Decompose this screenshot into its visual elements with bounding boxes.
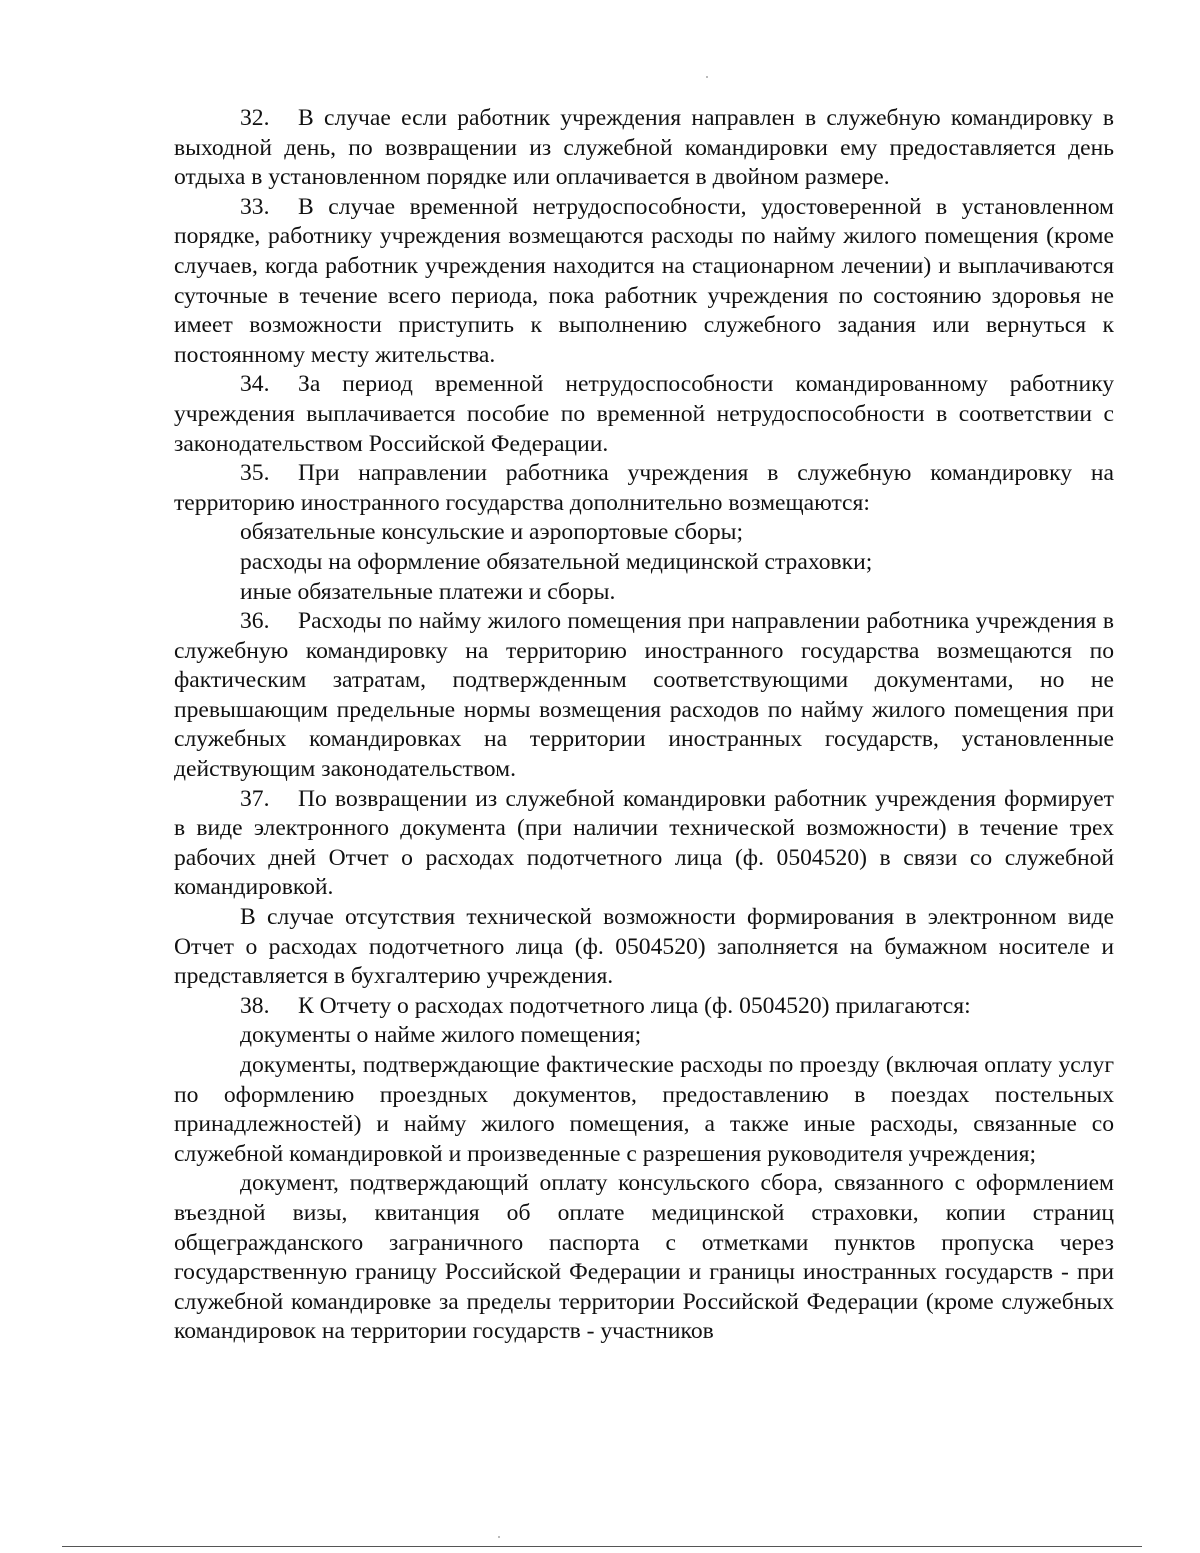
scan-speck-bottom (498, 1536, 500, 1538)
paragraph-number: 32. (240, 105, 270, 131)
list-item-expense-documents (174, 1051, 1114, 1169)
paragraph-number: 36. (240, 608, 270, 635)
paragraph-text: Расходы по найму жилого помещения при направлении работника учреждения в служебную командировку на территорию иностранного государства возмещаются по фактическим затратам, подтвержденным соответствующими документами, но не превышающим предельные нормы возмещения расходов по найму жилого помещения при служебных командировках на территории иностранных государств, установленные действующим законодательством. (174, 608, 1114, 783)
list-item-text: документы о найме жилого помещения; (240, 1022, 642, 1049)
paragraph-text: К Отчету о расходах подотчетного лица (ф. 0504520) прилагаются: (298, 992, 971, 1019)
page-bottom-edge (62, 1546, 1142, 1547)
list-item-medical-insurance (174, 548, 1114, 578)
paragraph-text: По возвращении из служебной командировки работник учреждения формирует в виде электронного документа (при наличии технической возможности) в течение трех рабочих дней Отчет о расходах подотчетного лица (ф. 0504520) в связи со служебной командировкой. (174, 785, 1114, 901)
paragraph-text: За период временной нетрудоспособности командированному работнику учреждения выплачивается пособие по временной нетрудоспособности в соответствии с законодательством Российской Федерации. (174, 371, 1114, 457)
paragraph-number: 33. (240, 193, 270, 220)
document-body (174, 104, 1114, 1347)
paragraph-number: 34. (240, 371, 270, 398)
paragraph-37 (174, 785, 1114, 903)
paragraph-text: В случае временной нетрудоспособности, удостоверенной в установленном порядке, работнику учреждения возмещаются расходы по найму жилого помещения (кроме случаев, когда работник учреждения находится на стационарном лечении) и выплачиваются суточные в течение всего периода, пока работник учреждения по состоянию здоровья не имеет возможности приступить к выполнению служебного задания или вернуться к постоянному месту жительства. (174, 193, 1114, 368)
paragraph-32 (174, 104, 1114, 193)
paragraph-text: При направлении работника учреждения в служебную командировку на территорию иностранного государства дополнительно возмещаются: (174, 460, 1114, 516)
paragraph-number: 37. (240, 785, 270, 812)
paragraph-number: 38. (240, 992, 270, 1019)
scan-speck-top (706, 76, 708, 78)
paragraph-text: В случае отсутствия технической возможности формирования в электронном виде Отчет о расходах подотчетного лица (ф. 0504520) заполняется на бумажном носителе и представляется в бухгалтерию учреждения. (174, 904, 1114, 990)
paragraph-38 (174, 992, 1114, 1022)
list-item-text: документы, подтверждающие фактические расходы по проезду (включая оплату услуг по оформлению проездных документов, предоставлению в поездах постельных принадлежностей) и найму жилого помещения, а также иные расходы, связанные со служебной командировкой и произведенные с разрешения руководителя учреждения; (174, 1052, 1114, 1167)
paragraph-37-continued (174, 903, 1114, 992)
list-item-text: иные обязательные платежи и сборы. (240, 578, 616, 605)
list-item-text: обязательные консульские и аэропортовые сборы; (240, 519, 744, 546)
paragraph-33 (174, 193, 1114, 371)
paragraph-34 (174, 370, 1114, 459)
list-item-text: расходы на оформление обязательной медицинской страховки; (240, 548, 873, 575)
paragraph-text: В случае если работник учреждения направлен в служебную командировку в выходной день, по возвращении из служебной командировки ему предоставляется день отдыха в установленном порядке или оплачивается в двойном размере. (174, 105, 1114, 191)
list-item-other-payments (174, 578, 1114, 608)
paragraph-36 (174, 607, 1114, 785)
list-item-text: документ, подтверждающий оплату консульского сбора, связанного с оформлением въездной визы, квитанция об оплате медицинской страховки, копии страниц общегражданского заграничного паспорта с отметками пунктов пропуска через государственную границу Российской Федерации и границы иностранных государств - при служебной командировке за пределы территории Российской Федерации (кроме служебных командировок на территории государств - участников (174, 1170, 1114, 1345)
list-item-consular-fees (174, 518, 1114, 548)
list-item-housing-documents (174, 1021, 1114, 1051)
list-item-consular-document (174, 1169, 1114, 1347)
paragraph-35 (174, 459, 1114, 518)
paragraph-number: 35. (240, 460, 270, 487)
